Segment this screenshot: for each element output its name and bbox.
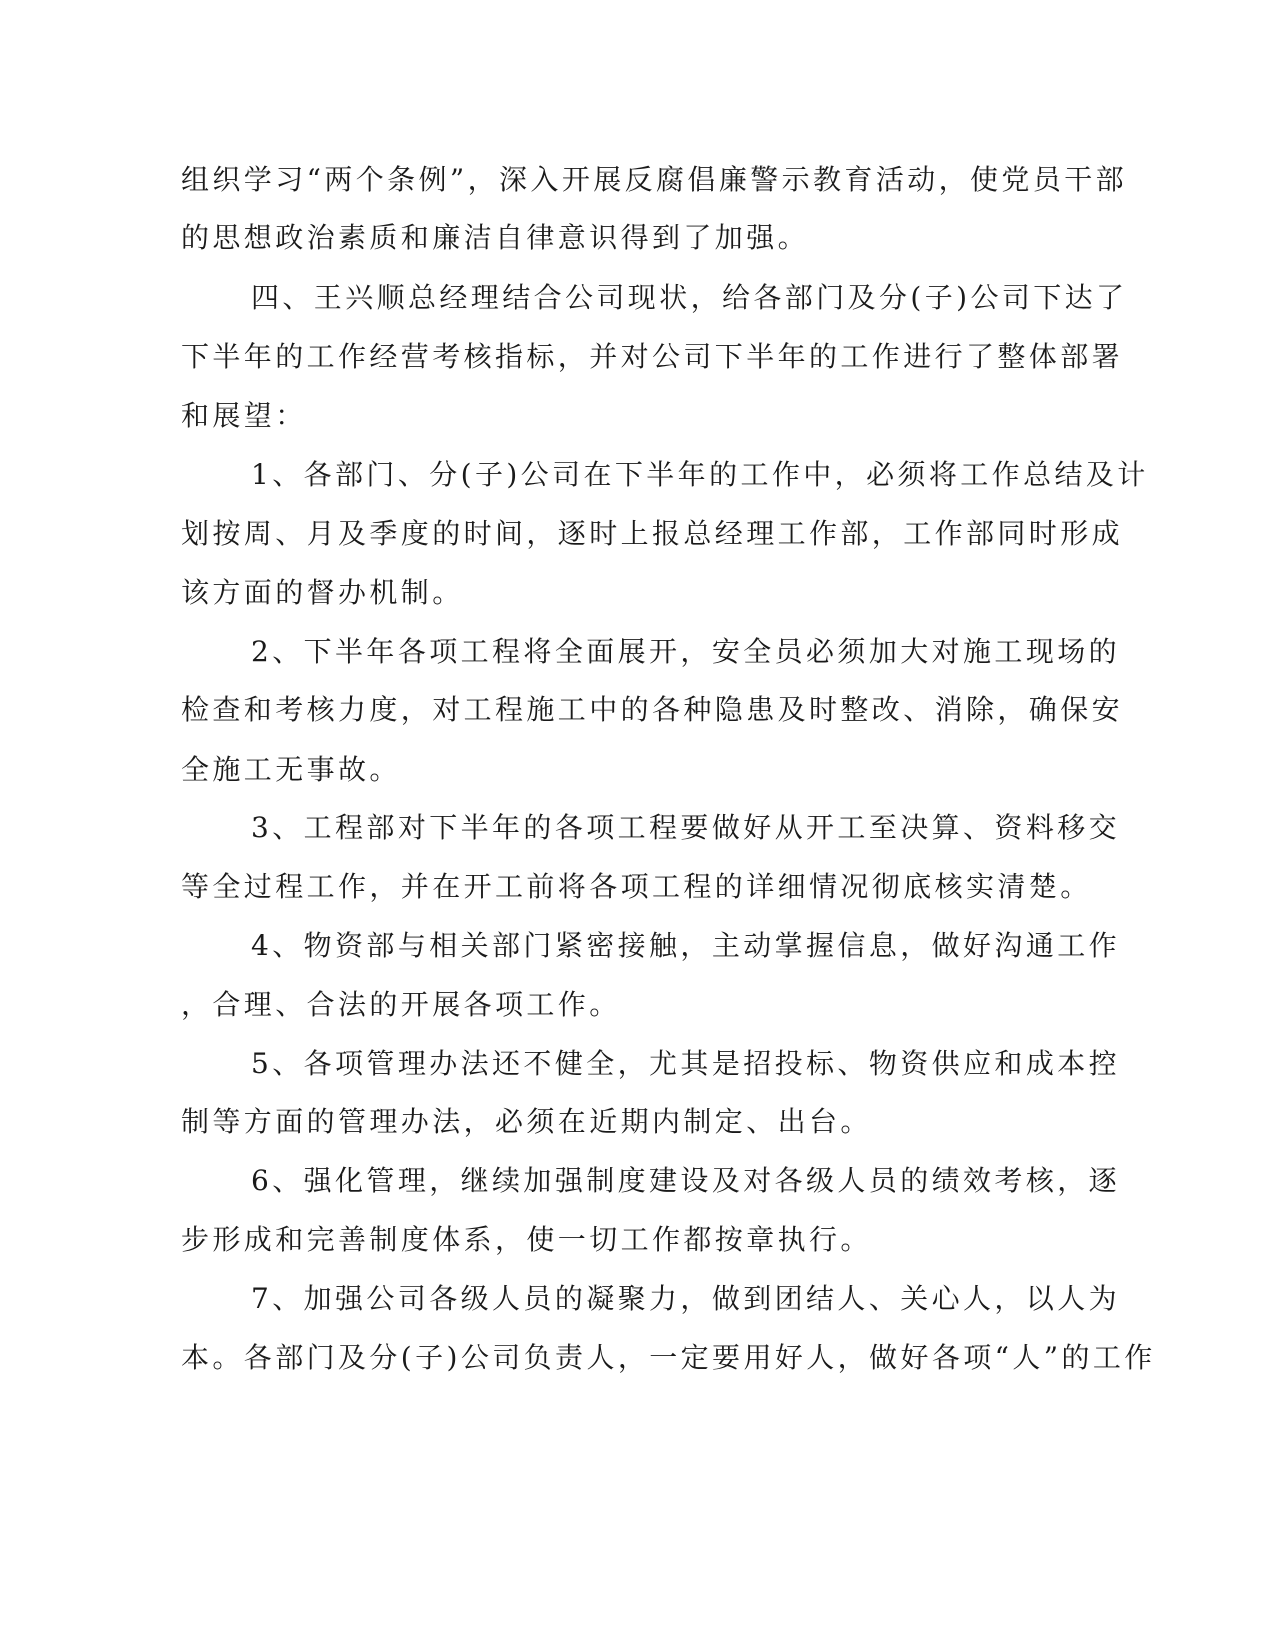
text-line: ，合理、合法的开展各项工作。 — [181, 988, 621, 1021]
list-item-1: 1、各部门、分(子)公司在下半年的工作中，必须将工作总结及计 — [251, 458, 1149, 491]
paragraph-four-start: 四、王兴顺总经理结合公司现状，给各部门及分(子)公司下达了 — [251, 281, 1128, 314]
list-item-7: 7、加强公司各级人员的凝聚力，做到团结人、关心人，以人为 — [251, 1282, 1121, 1315]
text-line: 制等方面的管理办法，必须在近期内制定、出台。 — [181, 1105, 872, 1138]
text-line: 步形成和完善制度体系，使一切工作都按章执行。 — [181, 1223, 872, 1256]
list-item-5: 5、各项管理办法还不健全，尤其是招投标、物资供应和成本控 — [251, 1047, 1121, 1080]
text-line: 下半年的工作经营考核指标，并对公司下半年的工作进行了整体部署 — [181, 340, 1124, 373]
text-line: 组织学习“两个条例”，深入开展反腐倡廉警示教育活动，使党员干部 — [181, 163, 1128, 196]
text-line: 的思想政治素质和廉洁自律意识得到了加强。 — [181, 221, 810, 254]
text-line: 该方面的督办机制。 — [181, 576, 464, 609]
text-line: 本。各部门及分(子)公司负责人，一定要用好人，做好各项“人”的工作 — [181, 1341, 1156, 1374]
text-line: 检查和考核力度，对工程施工中的各种隐患及时整改、消除，确保安 — [181, 693, 1124, 726]
text-line: 和展望： — [181, 399, 307, 432]
list-item-4: 4、物资部与相关部门紧密接触，主动掌握信息，做好沟通工作 — [251, 929, 1121, 962]
text-line: 全施工无事故。 — [181, 753, 401, 786]
list-item-6: 6、强化管理，继续加强制度建设及对各级人员的绩效考核，逐 — [251, 1164, 1121, 1197]
list-item-2: 2、下半年各项工程将全面展开，安全员必须加大对施工现场的 — [251, 635, 1121, 668]
text-line: 等全过程工作，并在开工前将各项工程的详细情况彻底核实清楚。 — [181, 870, 1092, 903]
text-line: 划按周、月及季度的时间，逐时上报总经理工作部，工作部同时形成 — [181, 517, 1124, 550]
list-item-3: 3、工程部对下半年的各项工程要做好从开工至决算、资料移交 — [251, 811, 1121, 844]
